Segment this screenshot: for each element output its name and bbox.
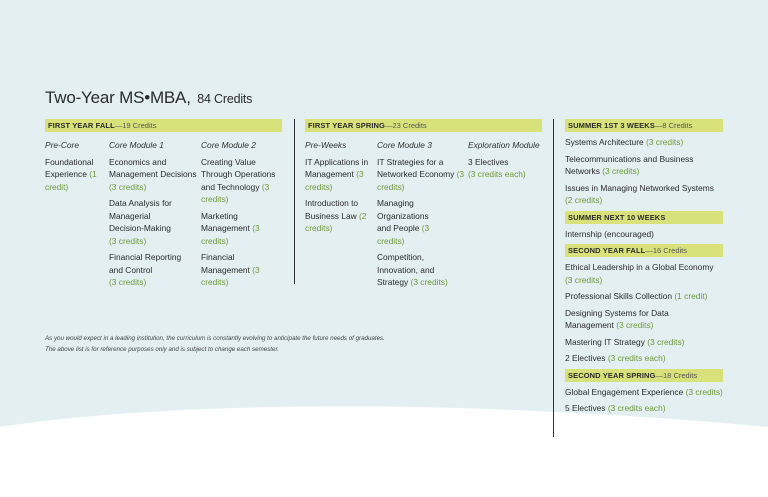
course-name: Professional Skills Collection (565, 291, 673, 301)
course-credits: (1 credit) (45, 169, 97, 192)
course-credits: (3 credits) (201, 223, 260, 246)
exploration-module-column (468, 139, 546, 185)
note-line: The above list is for reference purposes only and is subject to change each semester. (45, 345, 279, 353)
title-main: Two-Year MS•MBA, (45, 88, 191, 107)
pre-weeks-heading: Pre-Weeks (305, 140, 347, 150)
course-credits: (3 credits each) (607, 353, 666, 363)
course-entry (377, 156, 465, 194)
core-module-2-column (201, 139, 283, 293)
summer-next-bar (565, 211, 723, 224)
course-name: Foundational Experience (45, 156, 94, 179)
core-module-2-heading: Core Module 2 (201, 140, 256, 150)
course-entry (109, 197, 177, 247)
course-credits: (3 credits each) (607, 403, 666, 413)
second-year-spring-credits: —18 Credits (655, 370, 698, 380)
course-credits: (3 credits) (377, 223, 430, 246)
course-entry (201, 251, 261, 289)
title-credits: 84 Credits (197, 92, 253, 106)
course-credits: (2 credits) (565, 195, 603, 205)
course-credits: (3 credits) (602, 166, 640, 176)
course-name: Data Analysis for Managerial Decision-Making (109, 198, 172, 233)
course-name: Financial Reporting and Control (109, 252, 182, 275)
course-name: Telecommunications and Business Networks (565, 153, 694, 176)
course-entry (565, 228, 723, 241)
second-year-spring-label: SECOND YEAR SPRING (568, 370, 656, 380)
course-name: Ethical Leadership in a Global Economy (565, 262, 714, 272)
core-module-3-heading: Core Module 3 (377, 140, 432, 150)
exploration-module-heading: Exploration Module (468, 140, 540, 150)
course-entry (109, 156, 197, 194)
divider (294, 119, 295, 284)
course-entry (305, 197, 367, 235)
course-credits: (2 credits) (305, 210, 367, 233)
course-credits: (3 credits) (109, 277, 147, 287)
course-credits: (3 credits) (616, 320, 654, 330)
course-credits: (3 credits) (109, 181, 147, 192)
course-credits: (3 credits) (646, 137, 684, 147)
divider (553, 119, 554, 437)
course-name: Mastering IT Strategy (565, 336, 645, 347)
course-name: 5 Electives (565, 403, 606, 413)
second-year-fall-bar (565, 244, 723, 257)
course-entry (377, 251, 457, 289)
course-name: Creating Value Through Operations and Technology (201, 156, 276, 192)
core-module-1-column (109, 139, 197, 293)
course-credits: (3 credits) (201, 181, 270, 204)
course-credits: (3 credits) (305, 169, 364, 192)
course-name: Internship (encouraged) (565, 228, 654, 239)
course-name: Introduction to Business Law (305, 198, 359, 221)
course-entry (109, 251, 197, 289)
summer-first-label: SUMMER 1ST 3 WEEKS (568, 121, 655, 130)
second-year-fall-credits: —16 Credits (645, 246, 687, 255)
course-credits: (3 credits) (565, 274, 603, 285)
course-name: Systems Architecture (565, 137, 644, 147)
course-name: Economics and Management Decisions (109, 156, 197, 179)
curriculum-note (45, 334, 515, 355)
first-year-spring-credits: —23 Credits (385, 121, 427, 130)
course-entry (305, 156, 373, 194)
course-name: Designing Systems for Data Management (565, 307, 669, 330)
course-entry (565, 136, 723, 149)
course-name: Managing Organizations and People (377, 198, 429, 233)
first-year-fall-label: FIRST YEAR FALL (48, 121, 115, 130)
summer-next-label: SUMMER NEXT 10 WEEKS (568, 212, 666, 222)
course-entry (45, 156, 105, 194)
course-entry (201, 210, 261, 248)
course-name: Financial Management (201, 252, 250, 275)
summer-second-year-column (565, 119, 723, 419)
course-credits: (3 credits) (685, 386, 723, 397)
course-credits: (3 credits) (109, 235, 147, 246)
pre-weeks-column (305, 139, 373, 239)
first-year-spring-bar (305, 119, 542, 132)
core-module-3-column (377, 139, 465, 293)
course-name: Marketing Management (201, 210, 250, 233)
course-entry (565, 261, 723, 286)
course-name: Global Engagement Experience (565, 386, 684, 397)
course-entry (565, 336, 723, 349)
second-year-spring-bar (565, 369, 723, 382)
pre-core-column (45, 139, 105, 197)
course-entry (565, 290, 723, 303)
course-name: Issues in Managing Networked Systems (565, 182, 714, 193)
course-entry (377, 197, 437, 247)
course-credits: (3 credits each) (468, 169, 526, 179)
course-entry (565, 402, 723, 415)
summer-first-credits: —8 Credits (654, 121, 693, 130)
course-entry (565, 352, 723, 365)
course-credits: (1 credit) (674, 291, 708, 301)
summer-first-bar (565, 119, 723, 132)
course-entry (468, 156, 546, 181)
course-credits: (3 credits) (410, 277, 448, 287)
first-year-spring-label: FIRST YEAR SPRING (308, 121, 385, 130)
course-name: IT Applications in Management (305, 156, 369, 179)
first-year-fall-credits: —19 Credits (114, 121, 157, 130)
first-year-fall-bar (45, 119, 282, 132)
course-name: Competition, Innovation, and Strategy (377, 252, 435, 287)
course-entry (565, 386, 723, 399)
course-name: 3 Electives (468, 156, 509, 167)
core-module-1-heading: Core Module 1 (109, 140, 164, 150)
note-line: As you would expect in a leading institution, the curriculum is constantly evolving to anticipate the future needs of graduates. (45, 335, 385, 342)
course-name: 2 Electives (565, 353, 606, 363)
course-entry (565, 153, 705, 178)
course-credits: (3 credits) (647, 336, 685, 347)
pre-core-heading: Pre-Core (45, 140, 79, 150)
page-title (45, 88, 252, 108)
course-credits: (3 credits) (201, 264, 260, 287)
course-credits: (3 credits) (377, 169, 465, 192)
second-year-fall-label: SECOND YEAR FALL (568, 246, 646, 255)
course-entry (565, 307, 685, 332)
course-name: IT Strategies for a Networked Economy (377, 156, 455, 179)
course-entry (565, 182, 723, 207)
course-entry (201, 156, 283, 206)
